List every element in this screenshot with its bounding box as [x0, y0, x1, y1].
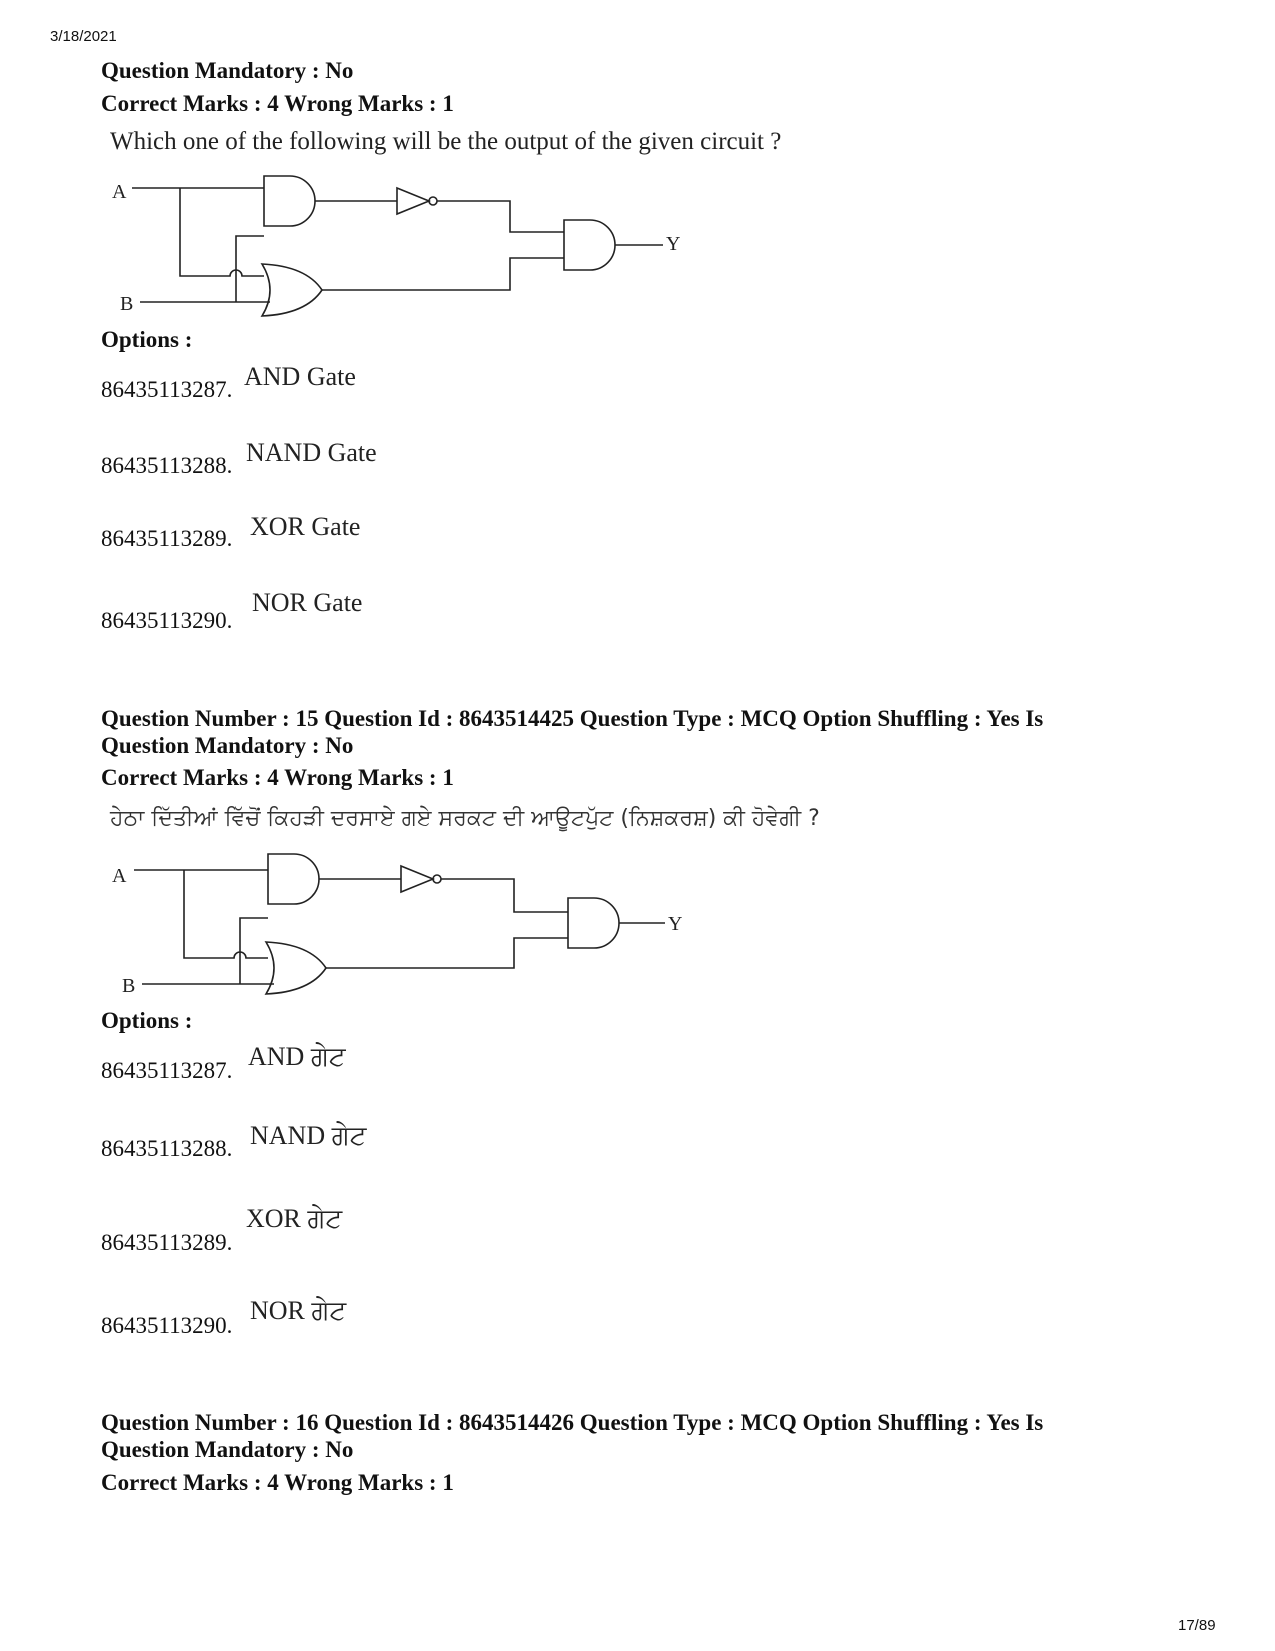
q14-option-3-id: 86435113289.	[101, 526, 233, 551]
circuit-label-b: B	[120, 293, 134, 315]
q14-options-label: Options :	[101, 327, 193, 352]
q15-question-text: ਹੇਠਾ ਦਿੱਤੀਆਂ ਵਿੱਚੋਂ ਕਿਹੜੀ ਦਰਸਾਏ ਗਏ ਸਰਕਟ ਦੀ ਆਊਟਪੁੱਟ (ਨਿਸ਼ਕਰਸ਼) ਕੀ ਹੋਵੇਗੀ ?	[110, 806, 820, 831]
q14-option-2-id: 86435113288.	[101, 453, 233, 478]
q14-option-1-id: 86435113287.	[101, 377, 233, 402]
q15-option-2-id: 86435113288.	[101, 1136, 233, 1161]
q15-header-line1: Question Number : 15 Question Id : 8643514425 Question Type : MCQ Option Shuffling : Yes Is	[101, 706, 1044, 731]
q14-option-3-text: XOR Gate	[250, 512, 361, 541]
circuit-label-y: Y	[668, 913, 683, 935]
q14-marks: Correct Marks : 4 Wrong Marks : 1	[101, 91, 454, 116]
q16-header-line1: Question Number : 16 Question Id : 8643514426 Question Type : MCQ Option Shuffling : Yes Is	[101, 1410, 1044, 1435]
q14-option-4-id: 86435113290.	[101, 608, 233, 633]
q16-header-line2: Question Mandatory : No	[101, 1437, 354, 1462]
q14-question-text: Which one of the following will be the output of the given circuit ?	[110, 128, 782, 155]
q15-option-3-text: XOR ਗੇਟ	[246, 1204, 343, 1233]
q15-options-label: Options :	[101, 1008, 193, 1033]
circuit-label-a: A	[112, 865, 127, 887]
q15-option-1-id: 86435113287.	[101, 1058, 233, 1083]
q14-option-2-text: NAND Gate	[246, 438, 377, 467]
q15-option-4-text: NOR ਗੇਟ	[250, 1296, 347, 1325]
q16-marks: Correct Marks : 4 Wrong Marks : 1	[101, 1470, 454, 1495]
q15-option-4-id: 86435113290.	[101, 1313, 233, 1338]
print-date: 3/18/2021	[50, 28, 117, 45]
q15-header-line2: Question Mandatory : No	[101, 733, 354, 758]
q14-option-4-text: NOR Gate	[252, 588, 363, 617]
q14-circuit-diagram	[100, 170, 700, 325]
q15-option-2-text: NAND ਗੇਟ	[250, 1121, 367, 1150]
q15-option-1-text: AND ਗੇਟ	[248, 1042, 346, 1071]
q15-option-3-id: 86435113289.	[101, 1230, 233, 1255]
circuit-label-b: B	[122, 975, 136, 997]
page-number: 17/89	[1178, 1617, 1216, 1634]
q14-mandatory: Question Mandatory : No	[101, 58, 354, 83]
circuit-label-y: Y	[666, 233, 681, 255]
q15-circuit-diagram	[100, 852, 700, 1007]
circuit-label-a: A	[112, 181, 127, 203]
q14-option-1-text: AND Gate	[244, 362, 356, 391]
q15-marks: Correct Marks : 4 Wrong Marks : 1	[101, 765, 454, 790]
